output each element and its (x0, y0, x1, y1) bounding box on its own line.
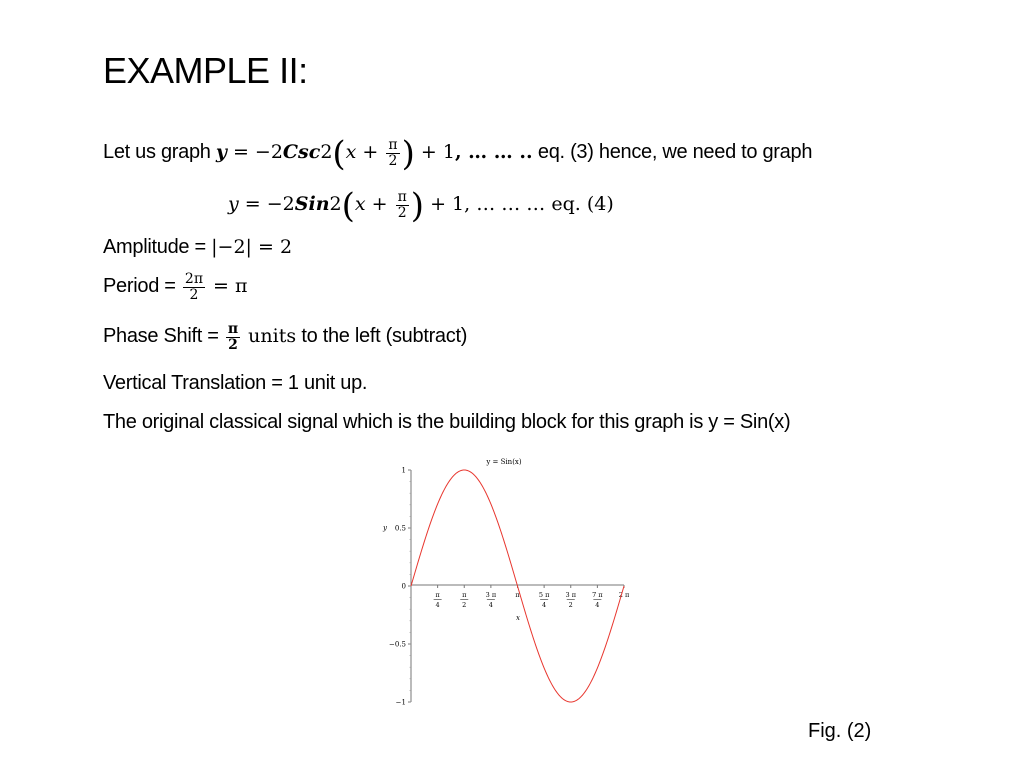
line2-eq-lhs: y (228, 193, 239, 215)
chart-title: y = Sin(x) (486, 458, 522, 466)
line1-tail: + 1 (414, 141, 455, 163)
equation-line-4: y = −2Sin2(x + $\frac{\pi}{2}$ ) + 1, … … … eq. (4) (228, 186, 614, 226)
period-fraction: $\frac{2\pi}{2}$ (184, 271, 204, 303)
line1-func: Csc (282, 141, 321, 163)
x-tick-label: 2 (568, 601, 573, 609)
x-axis-label: x (516, 614, 520, 622)
line1-eqref: eq. (3) hence, we need to graph (532, 141, 813, 163)
line2-func: Sin (294, 193, 330, 215)
phase-fraction: $\frac{\pi}{2}$ (227, 321, 239, 353)
sine-curve (411, 470, 624, 702)
line2-x: x + (354, 193, 394, 215)
line1-eq-mid: = −2 (226, 141, 283, 163)
phase-shift-line (103, 322, 467, 352)
x-tick-label: 4 (435, 601, 440, 609)
vertical-translation: Vertical Translation = 1 unit up. (103, 372, 368, 394)
y-axis-label: y (383, 524, 387, 532)
x-tick-label: 3 π (565, 591, 576, 599)
phase-tail: to the left (subtract) (296, 325, 468, 348)
line2-tail: + 1, … … … eq. (4) (424, 193, 614, 215)
line1-x: x + (345, 141, 385, 163)
x-tick-label: π (435, 591, 440, 599)
y-tick-label: −1 (395, 698, 406, 707)
line1-dots: , … … .. (454, 141, 533, 163)
amplitude-label: Amplitude = (103, 236, 212, 258)
period-line (103, 272, 248, 302)
slide-title: EXAMPLE II: (103, 50, 308, 91)
x-tick-label: 2 π (618, 591, 630, 599)
x-tick-label: 2 (462, 601, 467, 609)
x-tick-label: 4 (488, 601, 493, 609)
y-tick-label: 0.5 (394, 524, 406, 533)
amplitude-line (103, 236, 292, 259)
x-tick-label: 3 π (485, 591, 497, 599)
x-tick-label: 4 (595, 601, 600, 609)
line2-after-func: 2 (329, 193, 342, 215)
y-tick-label: 1 (401, 466, 406, 475)
period-label: Period = (103, 275, 181, 298)
x-tick-label: π (515, 591, 520, 599)
line2-eq-mid: = −2 (238, 193, 295, 215)
line1-after-func: 2 (320, 141, 333, 163)
line1-eq-lhs: y (215, 141, 227, 163)
phase-label: Phase Shift = (103, 325, 224, 348)
line1-fraction: $\frac{\pi}{2}$ (388, 136, 398, 169)
line1-prefix: Let us graph (103, 141, 216, 163)
x-tick-label: 4 (542, 601, 547, 609)
signal-description: The original classical signal which is the building block for this graph is y = Sin(x) (103, 411, 791, 433)
equation-line-3: Let us graph y = −2Csc2(x + $\frac{\pi}{2}$ ) + 1, … … .. eq. (3) hence, we need to graph (103, 134, 813, 174)
x-tick-label: π (462, 591, 467, 599)
y-tick-label: 0 (401, 582, 406, 591)
sine-chart (370, 450, 640, 710)
line2-fraction: $\frac{\pi}{2}$ (397, 188, 407, 221)
amplitude-value: |−2| = 2 (211, 236, 293, 258)
x-tick-label: 5 π (538, 591, 550, 599)
figure-caption: Fig. (2) (808, 720, 872, 742)
x-tick-label: 7 π (592, 591, 603, 599)
y-tick-label: −0.5 (389, 640, 406, 649)
phase-units: units (242, 325, 297, 348)
period-rhs: = π (207, 275, 248, 298)
